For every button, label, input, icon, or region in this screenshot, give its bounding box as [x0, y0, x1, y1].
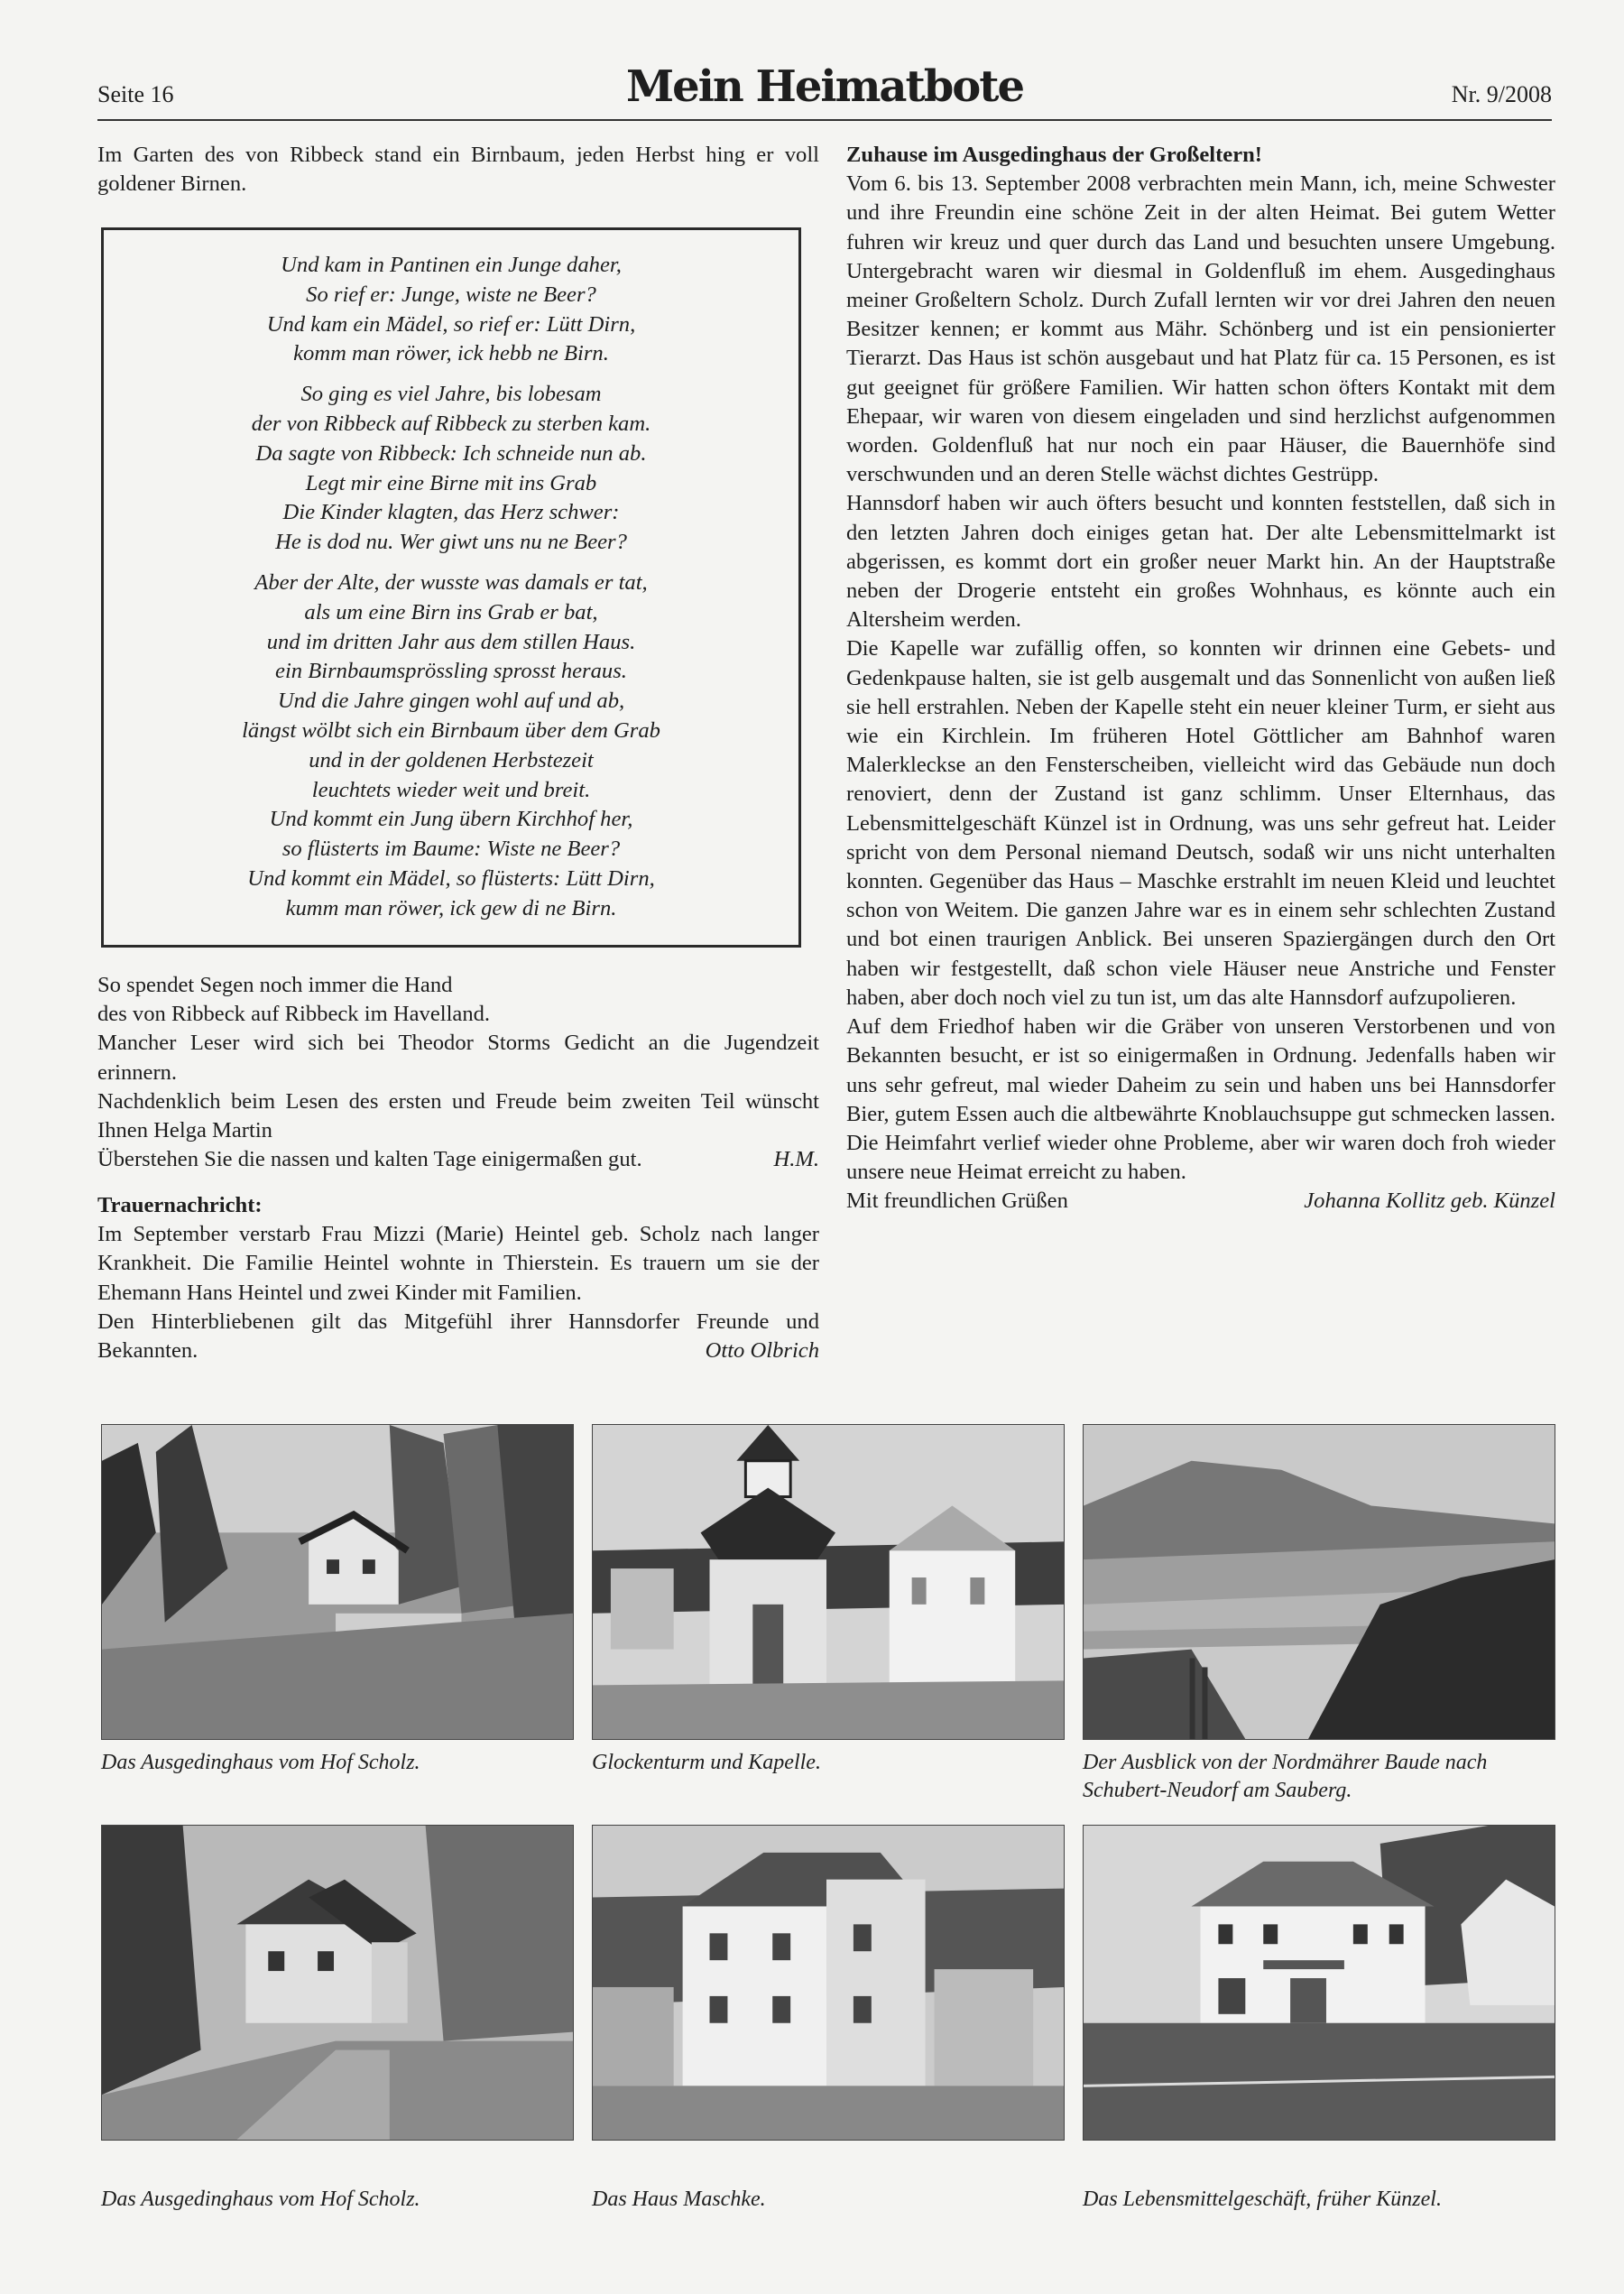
photo-lebensmittelgeschaeft	[1083, 1825, 1555, 2141]
article-signoff	[846, 1187, 1555, 1216]
epilogue-line: So spendet Segen noch immer die Hand	[97, 973, 453, 997]
obituary-condolence	[97, 1308, 819, 1365]
poem-line: ein Birnbaumsprössling sprosst heraus.	[275, 659, 627, 684]
poem-line: So ging es viel Jahre, bis lobesam	[300, 382, 602, 407]
issue-number: Nr. 9/2008	[1451, 81, 1552, 107]
poem-line: der von Ribbeck auf Ribbeck zu sterben kam.	[251, 411, 651, 436]
obituary-signature: Otto Olbrich	[705, 1338, 819, 1364]
poem-line: leuchtets wieder weit und breit.	[311, 777, 591, 802]
poem-line: und im dritten Jahr aus dem stillen Haus.	[266, 629, 636, 654]
poem-line: Und kommt ein Mädel, so flüsterts: Lütt Dirn,	[247, 865, 655, 891]
greeting: Mit freundlichen Grüßen	[846, 1189, 1068, 1214]
poem-line: He is dod nu. Wer giwt uns nu ne Beer?	[275, 530, 627, 555]
poem-line: So rief er: Junge, wiste ne Beer?	[306, 282, 596, 307]
masthead-logo: Mein Heimatbote	[626, 61, 1023, 112]
poem-line: so flüsterts im Baume: Wiste ne Beer?	[281, 837, 621, 862]
epilogue-line: Nachdenklich beim Lesen des ersten und Freude beim zweiten Teil wünscht Ihnen Helga Martin	[97, 1088, 819, 1143]
epilogue-line: des von Ribbeck auf Ribbeck im Havelland.	[97, 1002, 491, 1027]
article-heading: Zuhause im Ausgedinghaus der Großeltern!	[846, 143, 1262, 167]
poem-line: Und die Jahre gingen wohl auf und ab,	[277, 689, 625, 714]
photo-glockenturm	[592, 1424, 1065, 1740]
photo-caption: Glockenturm und Kapelle.	[592, 1751, 821, 1774]
page-header	[97, 61, 1552, 121]
poem-line: Und kam in Pantinen ein Junge daher,	[281, 253, 622, 277]
article-paragraph: Die Kapelle war zufällig offen, so konnten wir drinnen eine Gebets- und Gedenkpause halten, sie ist gelb ausgemalt und das Sonnenlicht von außen ließ sie hell erstrahlen. Neben der Kapelle steht ein neuer kleiner Turm, er sieht aus wie ein Kirchlein. Im früheren Hotel Göttlicher am Bahnhof waren Malerkleckse an den Fensterscheiben, vielleicht wird das Gebäude nun doch renoviert, denn der Zustand ist ganz schlimm. Unser Elternhaus, das Lebensmittelgeschäft Künzel ist in Ordnung, was uns sehr gefreut hat. Leider spricht von dem Personal niemand Deutsch, sodaß wir uns nicht unterhalten konnten. Gegenüber das Haus – Maschke erstrahlt im neuen Kleid und leuchtet schon von Weitem. Die ganzen Jahre war es in einem sehr schlechten Zustand und bot einen traurigen Anblick. Bei unseren Spaziergängen durch den Ort haben wir festgestellt, daß schon viele Häuser neue Anstriche und Fenster haben, aber doch noch viel zu tun ist, um das alte Hannsdorf aufzupolieren.	[846, 636, 1555, 1010]
left-column	[97, 141, 819, 199]
photo-ausblick	[1083, 1424, 1555, 1740]
article-paragraph: Vom 6. bis 13. September 2008 verbrachten mein Mann, ich, meine Schwester und ihre Freundin eine schöne Zeit in der alten Heimat. Bei gutem Wetter fuhren wir kreuz und quer durch das Land und besuchten unsere Umgebung. Untergebracht waren wir diesmal in Goldenfluß im ehem. Ausgedinghaus meiner Großeltern Scholz. Durch Zufall lernten wir vor drei Jahren den neuen Besitzer kennen; er kommt aus Mähr. Schönberg und ist ein pensionierter Tierarzt. Das Haus ist schön ausgebaut und hat Platz für ca. 15 Personen, es ist gut geeignet für größere Familien. Wir hatten schon öfters Kontakt mit dem Ehepaar, wir waren von diesem eingeladen und sind herzlichst aufgenommen worden. Goldenfluß hat nur noch ein paar Häuser, die Bauernhöfe sind verschwunden und an deren Stelle wächst dichtes Gestrüpp.	[846, 171, 1555, 487]
poem-line: Und kam ein Mädel, so rief er: Lütt Dirn,	[266, 311, 636, 337]
closing-line	[97, 1145, 819, 1174]
poem-stanza	[101, 251, 801, 369]
poem-line: Da sagte von Ribbeck: Ich schneide nun ab.	[255, 440, 647, 466]
right-column	[846, 141, 1555, 1216]
poem	[101, 251, 801, 935]
closing-signature: H.M.	[773, 1147, 819, 1172]
epilogue-line: Mancher Leser wird sich bei Theodor Storms Gedicht an die Jugendzeit erinnern.	[97, 1031, 819, 1085]
poem-line: als um eine Birn ins Grab er bat,	[304, 599, 598, 624]
poem-stanza	[101, 569, 801, 924]
poem-epilogue	[97, 971, 819, 1174]
obituary-heading: Trauernachricht:	[97, 1193, 263, 1217]
photo-haus-maschke	[592, 1825, 1065, 2141]
poem-line: kumm man röwer, ick gew di ne Birn.	[285, 895, 617, 920]
photo-caption: Das Haus Maschke.	[592, 2188, 766, 2211]
poem-line: und in der goldenen Herbstezeit	[309, 747, 594, 772]
intro-text: Im Garten des von Ribbeck stand ein Birnbaum, jeden Herbst hing er voll goldener Birnen.	[97, 143, 819, 197]
article-paragraph: Auf dem Friedhof haben wir die Gräber von unseren Verstorbenen und von Bekannten besucht, er ist so einigermaßen in Ordnung. Jedenfalls haben wir uns sehr gefreut, mal wieder Daheim zu sein und haben uns bei Hannsdorfer Bier, gutem Essen auch die altbewährte Knoblauchsuppe gut schmecken lassen. Die Heimfahrt verlief wieder ohne Probleme, aber wir waren doch froh wieder unsere neue Heimat erreicht zu haben.	[846, 1014, 1555, 1185]
photo-caption: Das Ausgedinghaus vom Hof Scholz.	[101, 1751, 420, 1774]
photo-ausgedinghaus-2	[101, 1825, 574, 2141]
photo-caption: Das Lebensmittelgeschäft, früher Künzel.	[1083, 2188, 1442, 2211]
poem-line: Die Kinder klagten, das Herz schwer:	[282, 500, 620, 525]
photo-caption: Das Ausgedinghaus vom Hof Scholz.	[101, 2188, 420, 2211]
poem-line: Aber der Alte, der wusste was damals er tat,	[254, 569, 648, 595]
article-paragraph: Hannsdorf haben wir auch öfters besucht und konnten feststellen, daß sich in den letzten Jahren doch einiges getan hat. Der alte Lebensmittelmarkt ist abgerissen, es kommt dort ein großer neuer Markt hin. An der Hauptstraße neben der Drogerie entsteht ein großes Wohnhaus, es könnte auch ein Altersheim werden.	[846, 491, 1555, 633]
poem-line: komm man röwer, ick hebb ne Birn.	[293, 341, 609, 366]
closing-text: Überstehen Sie die nassen und kalten Tage einigermaßen gut.	[97, 1147, 642, 1172]
obituary	[97, 1191, 819, 1365]
condolence-text: Den Hinterbliebenen gilt das Mitgefühl ihrer Hannsdorfer Freunde und Bekannten.	[97, 1309, 819, 1364]
poem-stanza	[101, 380, 801, 558]
obituary-body: Im September verstarb Frau Mizzi (Marie) Heintel geb. Scholz nach langer Krankheit. Die Familie Heintel wohnte in Thierstein. Es trauern um sie der Ehemann Hans Heintel und zwei Kinder mit Familien.	[97, 1222, 819, 1305]
photo-caption: Der Ausblick von der Nordmährer Baude nach Schubert-Neudorf am Sauberg.	[1083, 1751, 1488, 1802]
article-signature: Johanna Kollitz geb. Künzel	[1304, 1189, 1555, 1214]
poem-line: längst wölbt sich ein Birnbaum über dem Grab	[242, 717, 660, 743]
poem-line: Legt mir eine Birne mit ins Grab	[305, 470, 597, 495]
poem-line: Und kommt ein Jung übern Kirchhof her,	[269, 807, 633, 832]
photo-ausgedinghaus-1	[101, 1424, 574, 1740]
page-number: Seite 16	[97, 81, 174, 107]
header-rule	[97, 119, 1552, 121]
